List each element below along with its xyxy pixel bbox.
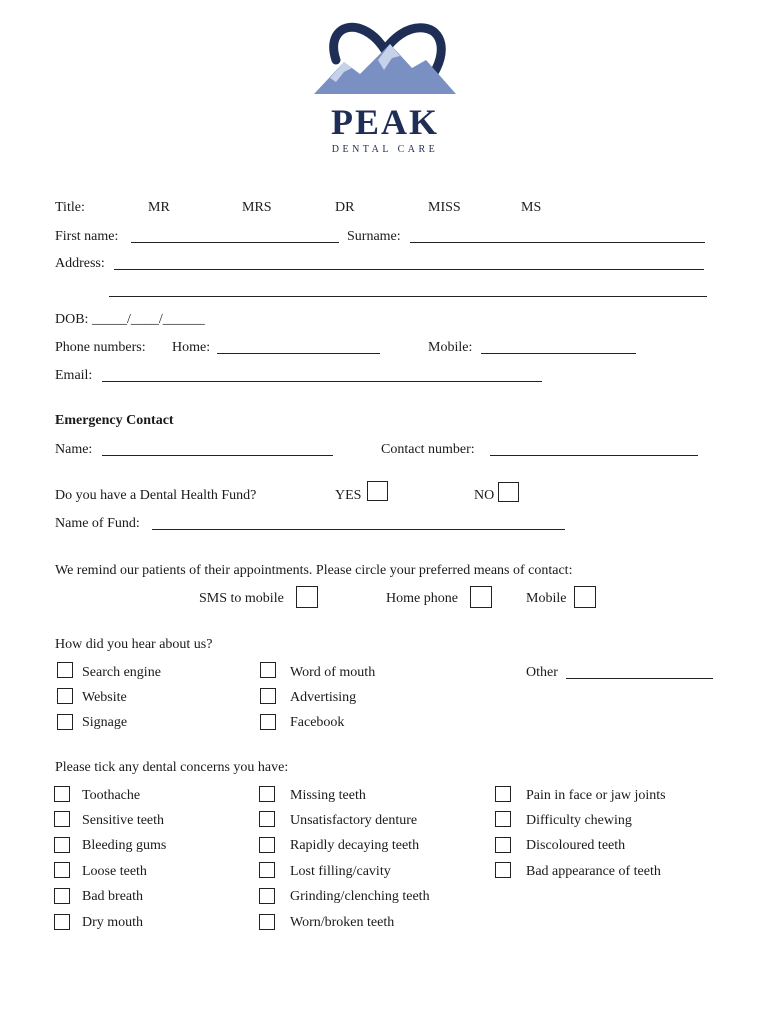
- concern-jaw-pain-checkbox[interactable]: [495, 786, 511, 802]
- reminder-option-sms: SMS to mobile: [199, 591, 284, 606]
- health-fund-no-checkbox[interactable]: [498, 482, 519, 502]
- concern-loose-teeth-checkbox[interactable]: [54, 862, 70, 878]
- hear-search-engine-label: Search engine: [82, 665, 161, 680]
- fund-name-field[interactable]: [152, 529, 565, 530]
- fund-name-label: Name of Fund:: [55, 516, 140, 531]
- concern-worn-teeth-label: Worn/broken teeth: [290, 915, 395, 930]
- concern-sensitive-teeth-checkbox[interactable]: [54, 811, 70, 827]
- address-field-line-1[interactable]: [114, 269, 704, 270]
- concern-loose-teeth-label: Loose teeth: [82, 864, 147, 879]
- brand-subtitle: DENTAL CARE: [331, 144, 439, 155]
- reminder-option-mobile: Mobile: [526, 591, 567, 606]
- title-option-mrs[interactable]: MRS: [242, 200, 272, 215]
- home-phone-label: Home:: [172, 340, 211, 355]
- emergency-contact-number-label: Contact number:: [381, 442, 475, 457]
- hear-other-field[interactable]: [566, 678, 713, 679]
- concern-discoloured-teeth-checkbox[interactable]: [495, 837, 511, 853]
- title-option-mr[interactable]: MR: [148, 200, 170, 215]
- surname-label: Surname:: [347, 229, 401, 244]
- concerns-question: Please tick any dental concerns you have:: [55, 760, 289, 775]
- mobile-phone-field[interactable]: [481, 353, 636, 354]
- address-label: Address:: [55, 256, 105, 271]
- brand-name: PEAK: [330, 102, 439, 142]
- concern-rapidly-decaying-teeth-label: Rapidly decaying teeth: [290, 838, 420, 853]
- home-phone-field[interactable]: [217, 353, 380, 354]
- title-label: Title:: [55, 200, 85, 215]
- concern-missing-teeth-checkbox[interactable]: [259, 786, 275, 802]
- mobile-phone-label: Mobile:: [428, 340, 473, 355]
- hear-website-label: Website: [82, 690, 127, 705]
- hear-signage-label: Signage: [82, 715, 128, 730]
- title-option-ms[interactable]: MS: [521, 200, 542, 215]
- hear-other-label: Other: [526, 665, 558, 680]
- reminder-text: We remind our patients of their appointments. Please circle your preferred means of contact:: [55, 563, 573, 578]
- concern-grinding-checkbox[interactable]: [259, 888, 275, 904]
- email-label: Email:: [55, 368, 93, 383]
- concern-dry-mouth-label: Dry mouth: [82, 915, 144, 930]
- concern-dry-mouth-checkbox[interactable]: [54, 914, 70, 930]
- hear-facebook-checkbox[interactable]: [260, 714, 276, 730]
- concern-bad-appearance-checkbox[interactable]: [495, 862, 511, 878]
- concern-grinding-label: Grinding/clenching teeth: [290, 889, 430, 904]
- hear-website-checkbox[interactable]: [57, 688, 73, 704]
- phone-numbers-label: Phone numbers:: [55, 340, 146, 355]
- emergency-name-label: Name:: [55, 442, 93, 457]
- address-field-line-2[interactable]: [109, 296, 707, 297]
- first-name-field[interactable]: [131, 242, 339, 243]
- concern-toothache-checkbox[interactable]: [54, 786, 70, 802]
- concern-unsatisfactory-denture-label: Unsatisfactory denture: [290, 813, 418, 828]
- reminder-sms-checkbox[interactable]: [296, 586, 318, 608]
- mountain-heart-icon: [300, 22, 470, 102]
- concern-bleeding-gums-checkbox[interactable]: [54, 837, 70, 853]
- concern-lost-filling-checkbox[interactable]: [259, 862, 275, 878]
- reminder-home-phone-checkbox[interactable]: [470, 586, 492, 608]
- hear-advertising-checkbox[interactable]: [260, 688, 276, 704]
- health-fund-yes-label: YES: [335, 488, 362, 503]
- concern-difficulty-chewing-checkbox[interactable]: [495, 811, 511, 827]
- first-name-label: First name:: [55, 229, 119, 244]
- health-fund-question: Do you have a Dental Health Fund?: [55, 488, 257, 503]
- health-fund-yes-checkbox[interactable]: [367, 481, 388, 501]
- concern-sensitive-teeth-label: Sensitive teeth: [82, 813, 165, 828]
- concern-missing-teeth-label: Missing teeth: [290, 788, 366, 803]
- reminder-mobile-checkbox[interactable]: [574, 586, 596, 608]
- concern-difficulty-chewing-label: Difficulty chewing: [526, 813, 632, 828]
- logo: [300, 22, 470, 162]
- health-fund-no-label: NO: [474, 488, 495, 503]
- emergency-contact-heading: Emergency Contact: [55, 413, 174, 428]
- emergency-contact-number-field[interactable]: [490, 455, 698, 456]
- hear-word-of-mouth-checkbox[interactable]: [260, 662, 276, 678]
- concern-toothache-label: Toothache: [82, 788, 141, 803]
- dob-field[interactable]: DOB: _____/____/______: [55, 312, 205, 327]
- concern-bad-breath-checkbox[interactable]: [54, 888, 70, 904]
- concern-bad-appearance-label: Bad appearance of teeth: [526, 864, 661, 879]
- concern-bad-breath-label: Bad breath: [82, 889, 144, 904]
- concern-worn-teeth-checkbox[interactable]: [259, 914, 275, 930]
- hear-signage-checkbox[interactable]: [57, 714, 73, 730]
- concern-rapidly-decaying-teeth-checkbox[interactable]: [259, 837, 275, 853]
- concern-unsatisfactory-denture-checkbox[interactable]: [259, 811, 275, 827]
- title-option-miss[interactable]: MISS: [428, 200, 461, 215]
- hear-word-of-mouth-label: Word of mouth: [290, 665, 376, 680]
- surname-field[interactable]: [410, 242, 705, 243]
- concern-bleeding-gums-label: Bleeding gums: [82, 838, 167, 853]
- hear-about-question: How did you hear about us?: [55, 637, 213, 652]
- hear-search-engine-checkbox[interactable]: [57, 662, 73, 678]
- email-field[interactable]: [102, 381, 542, 382]
- concern-jaw-pain-label: Pain in face or jaw joints: [526, 788, 666, 803]
- emergency-name-field[interactable]: [102, 455, 333, 456]
- reminder-option-home-phone: Home phone: [386, 591, 458, 606]
- title-option-dr[interactable]: DR: [335, 200, 355, 215]
- concern-lost-filling-label: Lost filling/cavity: [290, 864, 391, 879]
- hear-advertising-label: Advertising: [290, 690, 357, 705]
- concern-discoloured-teeth-label: Discoloured teeth: [526, 838, 626, 853]
- hear-facebook-label: Facebook: [290, 715, 345, 730]
